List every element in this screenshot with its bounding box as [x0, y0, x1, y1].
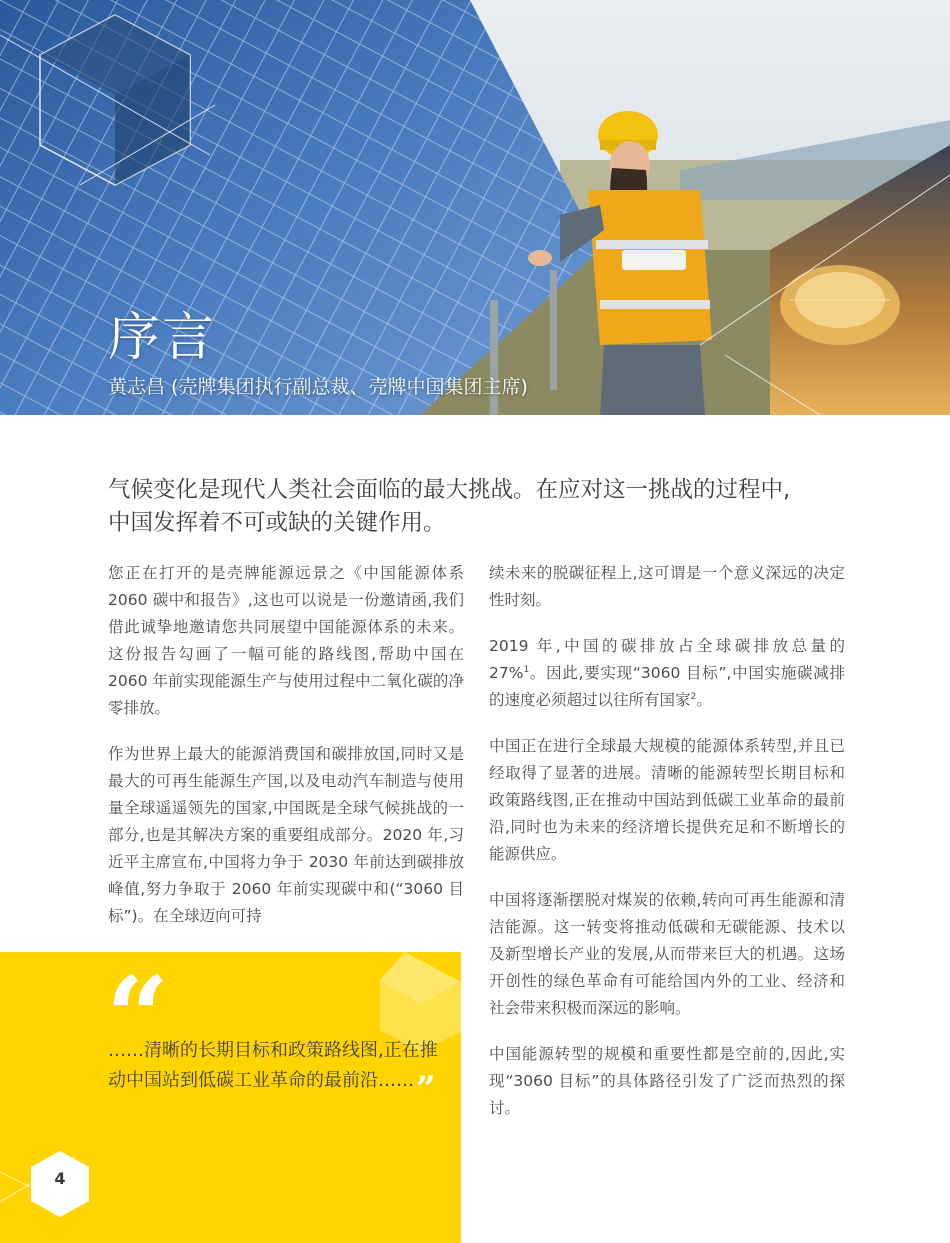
right-paragraph-1: 续未来的脱碳征程上,这可谓是一个意义深远的决定性时刻。: [489, 564, 845, 609]
lead-line-2: 中国发挥着不可或缺的关键作用。: [108, 510, 446, 536]
hero-image: [0, 0, 950, 415]
pull-quote-text: ……清晰的长期目标和政策路线图,正在推动中国站到低碳工业革命的最前沿……: [108, 1040, 438, 1091]
close-quote-icon: ”: [416, 1069, 436, 1109]
right-column: [489, 560, 845, 1141]
right-paragraph-2: [489, 633, 845, 714]
right-paragraph-4: 中国将逐渐摆脱对煤炭的依赖,转向可再生能源和清洁能源。这一转变将推动低碳和无碳能源、技术以及新型增长产业的发展,从而带来巨大的机遇。这场开创性的绿色革命有可能给国内外的工业、经济和社会带来积极而深远的影响。: [489, 891, 845, 1017]
lead-paragraph: [108, 474, 848, 540]
open-quote-icon: “: [106, 952, 170, 1081]
right-paragraph-3: 中国正在进行全球最大规模的能源体系转型,并且已经取得了显著的进展。清晰的能源转型长期目标和政策路线图,正在推动中国站到低碳工业革命的最前沿,同时也为未来的经济增长提供充足和不断增长的能源供应。: [489, 737, 845, 863]
left-column: [108, 560, 464, 949]
page-number: 4: [54, 1169, 66, 1188]
right-paragraph-2-text-c: 。: [696, 691, 712, 709]
footnote-ref-2: 2: [690, 691, 697, 702]
left-paragraph-2: 作为世界上最大的能源消费国和碳排放国,同时又是最大的可再生能源生产国,以及电动汽车制造与使用量全球遥遥领先的国家,中国既是全球气候挑战的一部分,也是其解决方案的重要组成部分。2020 年,习近平主席宣布,中国将力争于 2030 年前达到碳排放峰值,努力争取于 2060 年前实现碳中和(“3060 目标”)。在全球迈向可持: [108, 745, 464, 925]
right-paragraph-2-text-b: 。因此,要实现“3060 目标”,中国实施碳减排的速度必须超过以往所有国家: [489, 664, 845, 709]
right-paragraph-2-text-a: 2019 年,中国的碳排放占全球碳排放总量的 27%: [489, 637, 845, 682]
footnote-ref-1: 1: [523, 664, 530, 675]
lead-line-1: 气候变化是现代人类社会面临的最大挑战。在应对这一挑战的过程中,: [108, 477, 791, 503]
right-paragraph-5: 中国能源转型的规模和重要性都是空前的,因此,实现“3060 目标”的具体路径引发了广泛而热烈的探讨。: [489, 1045, 845, 1117]
page-subtitle: 黄志昌 (壳牌集团执行副总裁、壳牌中国集团主席): [108, 376, 528, 398]
page-title: 序言: [108, 308, 217, 368]
left-paragraph-1: 您正在打开的是壳牌能源远景之《中国能源体系 2060 碳中和报告》,这也可以说是一份邀请函,我们借此诚挚地邀请您共同展望中国能源体系的未来。这份报告勾画了一幅可能的路线图,帮助中国在 2060 年前实现能源生产与使用过程中二氧化碳的净零排放。: [108, 564, 464, 717]
pull-quote: [108, 1036, 438, 1109]
